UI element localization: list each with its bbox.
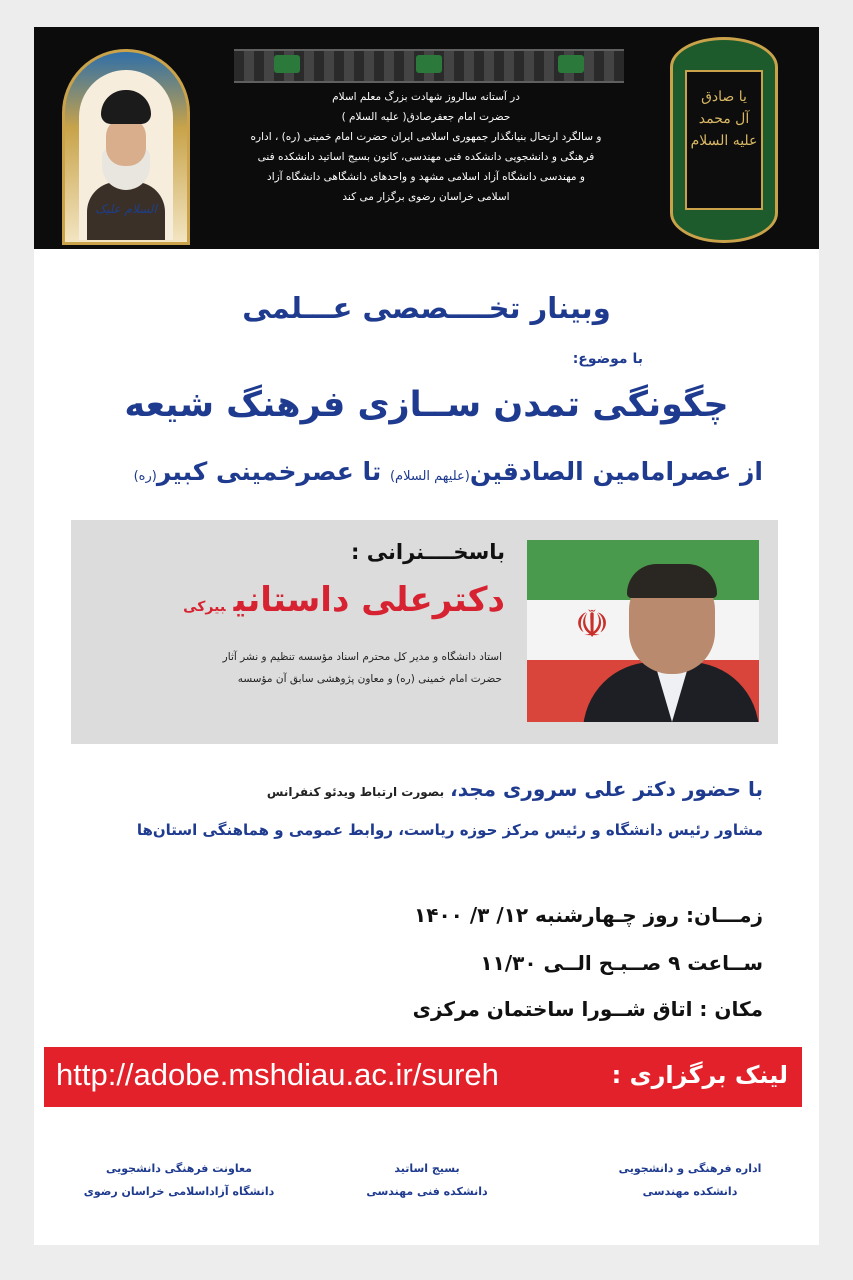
presence-role: مشاور رئیس دانشگاه و رئیس مرکز حوزه ریاست، روابط عمومی و هماهنگی استان‌ها: [136, 821, 763, 839]
link-label: لینک برگزاری :: [611, 1061, 788, 1089]
speaker-desc-line: استاد دانشگاه و مدیر کل محترم اسناد مؤسسه تنظیم و نشر آثار: [222, 651, 502, 663]
header-band: [34, 27, 819, 249]
banner-line: آل محمد: [698, 111, 750, 127]
period-main-1: از عصرامامین الصادقین: [469, 457, 763, 486]
calligraphy-panel: [685, 70, 763, 210]
flag-emblem-icon: ☫: [575, 602, 610, 646]
period-note-1: (علیهم السلام): [389, 469, 470, 484]
topic-title: چگونگی تمدن ســازی فرهنگ شیعه: [124, 385, 729, 425]
footer-organizer-right: [575, 1157, 805, 1203]
portrait-frame: [62, 49, 190, 245]
speaker-name: دکترعلی داستانی: [233, 580, 505, 620]
event-time: ســاعت ۹ صــبـح الــی ۱۱/۳۰: [480, 951, 763, 975]
signature: السلام علیک: [95, 202, 157, 216]
footer-line: دانشگاه آزاداسلامی خراسان رضوی: [83, 1185, 275, 1198]
webinar-link[interactable]: http://adobe.mshdiau.ac.ir/sureh: [56, 1057, 499, 1092]
intro-line: و مهندسی دانشگاه آزاد اسلامی مشهد و واحدهای دانشگاهی دانشگاه آزاد: [267, 171, 585, 183]
intro-line: در آستانه سالروز شهادت بزرگ معلم اسلام: [332, 91, 520, 103]
presence-note: بصورت ارتباط ویدئو کنفرانس: [266, 785, 445, 799]
speaker-surname: بیرکی: [183, 599, 226, 615]
intro-line: فرهنگی و دانشجویی دانشکده فنی مهندسی، کانون بسیج اساتید دانشکده فنی: [257, 151, 595, 163]
calligraphy-banner: [670, 37, 778, 243]
footer-organizer-left: [64, 1157, 294, 1203]
banner-line: یا صادق: [701, 89, 747, 105]
presence-main: با حضور دکتر علی سروری مجد،: [450, 777, 763, 801]
speaker-name-line: [183, 580, 505, 620]
speaker-label: باسخــــنرانی :: [351, 540, 505, 564]
topic-label: با موضوع:: [572, 351, 643, 367]
footer-line: بسیج اساتید: [394, 1162, 460, 1175]
footer-line: دانشکده مهندسی: [642, 1185, 738, 1198]
footer-organizer-center: [312, 1157, 542, 1203]
period-main-2: تا عصرخمینی کبیر: [156, 457, 390, 486]
footer-line: معاونت فرهنگی دانشجویی: [106, 1162, 252, 1175]
intro-line: و سالگرد ارتحال بنیانگذار جمهوری اسلامی ایران حضرت امام خمینی (ره) ، اداره: [250, 131, 602, 143]
intro-line: اسلامی خراسان رضوی برگزار می کند: [342, 191, 510, 203]
period-line: [134, 457, 763, 486]
webinar-title: وبینار تخــــصصی عـــلمی: [242, 291, 611, 325]
link-bar: [44, 1047, 802, 1107]
footer-line: دانشکده فنی مهندسی: [366, 1185, 488, 1198]
intro-line: حضرت امام جعفرصادق( علیه السلام ): [341, 111, 511, 123]
speaker-photo: [527, 540, 759, 722]
speaker-desc-line: حضرت امام خمینی (ره) و معاون پژوهشی سابق آن مؤسسه: [237, 673, 502, 685]
event-date: زمـــان: روز چـهارشنبه ۱۲/ ۳/ ۱۴۰۰: [414, 903, 763, 927]
speaker-panel: [71, 520, 778, 744]
presence-line: [267, 777, 763, 801]
ornament-border: [234, 49, 624, 83]
intro-text: [222, 87, 630, 207]
period-note-2: (ره): [133, 469, 157, 484]
poster: [34, 27, 819, 1245]
footer-line: اداره فرهنگی و دانشجویی: [618, 1162, 762, 1175]
event-place: مکان : اتاق شــورا ساختمان مرکزی: [412, 997, 763, 1021]
banner-line: علیه السلام: [690, 133, 758, 149]
speaker-description: [223, 646, 502, 690]
